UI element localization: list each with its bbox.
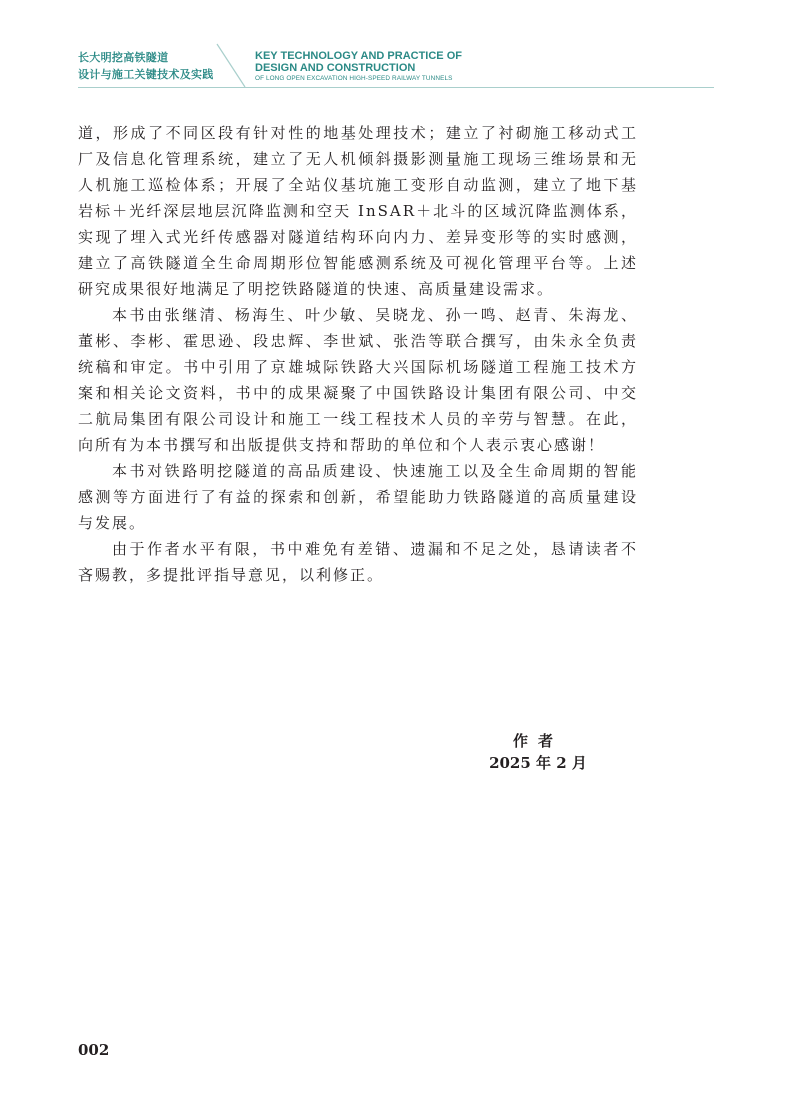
header-english-title-line3: OF LONG OPEN EXCAVATION HIGH-SPEED RAILWAY TUNNELS (255, 75, 453, 82)
paragraph-3: 本书对铁路明挖隧道的高品质建设、快速施工以及全生命周期的智能感测等方面进行了有益的探索和创新，希望能助力铁路隧道的高质量建设与发展。 (78, 462, 638, 532)
header-divider-slash (214, 42, 248, 88)
paragraph-2: 本书由张继清、杨海生、叶少敏、吴晓龙、孙一鸣、赵青、朱海龙、董彬、李彬、霍思逊、段忠辉、李世斌、张浩等联合撰写，由朱永全负责统稿和审定。书中引用了京雄城际铁路大兴国际机场隧道工程施工技术方案和相关论文资料，书中的成果凝聚了中国铁路设计集团有限公司、中交二航局集团有限公司设计和施工一线工程技术人员的辛劳与智慧。在此，向所有为本书撰写和出版提供支持和帮助的单位和个人表示衷心感谢！ (78, 306, 638, 454)
paragraph-1: 道，形成了不同区段有针对性的地基处理技术；建立了衬砌施工移动式工厂及信息化管理系统，建立了无人机倾斜摄影测量施工现场三维场景和无人机施工巡检体系；开展了全站仪基坑施工变形自动监测，建立了地下基岩标＋光纤深层地层沉降监测和空天 InSAR＋北斗的区域沉降监测体系，实现了埋入式光纤传感器对隧道结构环向内力、差异变形等的实时感测，建立了高铁隧道全生命周期形位智能感测系统及可视化管理平台等。上述研究成果很好地满足了明挖铁路隧道的快速、高质量建设需求。 (78, 124, 638, 298)
header-english-title-line2: DESIGN AND CONSTRUCTION (255, 62, 416, 74)
header-rule (78, 87, 714, 88)
header-english-title-line1: KEY TECHNOLOGY AND PRACTICE OF (255, 50, 462, 62)
header-chinese-title-line2: 设计与施工关键技术及实践 (78, 68, 214, 81)
running-header (0, 0, 790, 90)
header-chinese-title-line1: 长大明挖高铁隧道 (78, 51, 169, 64)
page-number: 002 (78, 1041, 110, 1059)
signature-author: 作者 (512, 732, 563, 750)
preface-body (78, 120, 638, 588)
header-english-title (255, 50, 462, 83)
header-chinese-title (78, 49, 214, 83)
paragraph-4: 由于作者水平有限，书中难免有差错、遗漏和不足之处，恳请读者不吝赐教，多提批评指导意见，以利修正。 (78, 540, 638, 584)
signature-date: 2025 年 2 月 (489, 754, 587, 772)
